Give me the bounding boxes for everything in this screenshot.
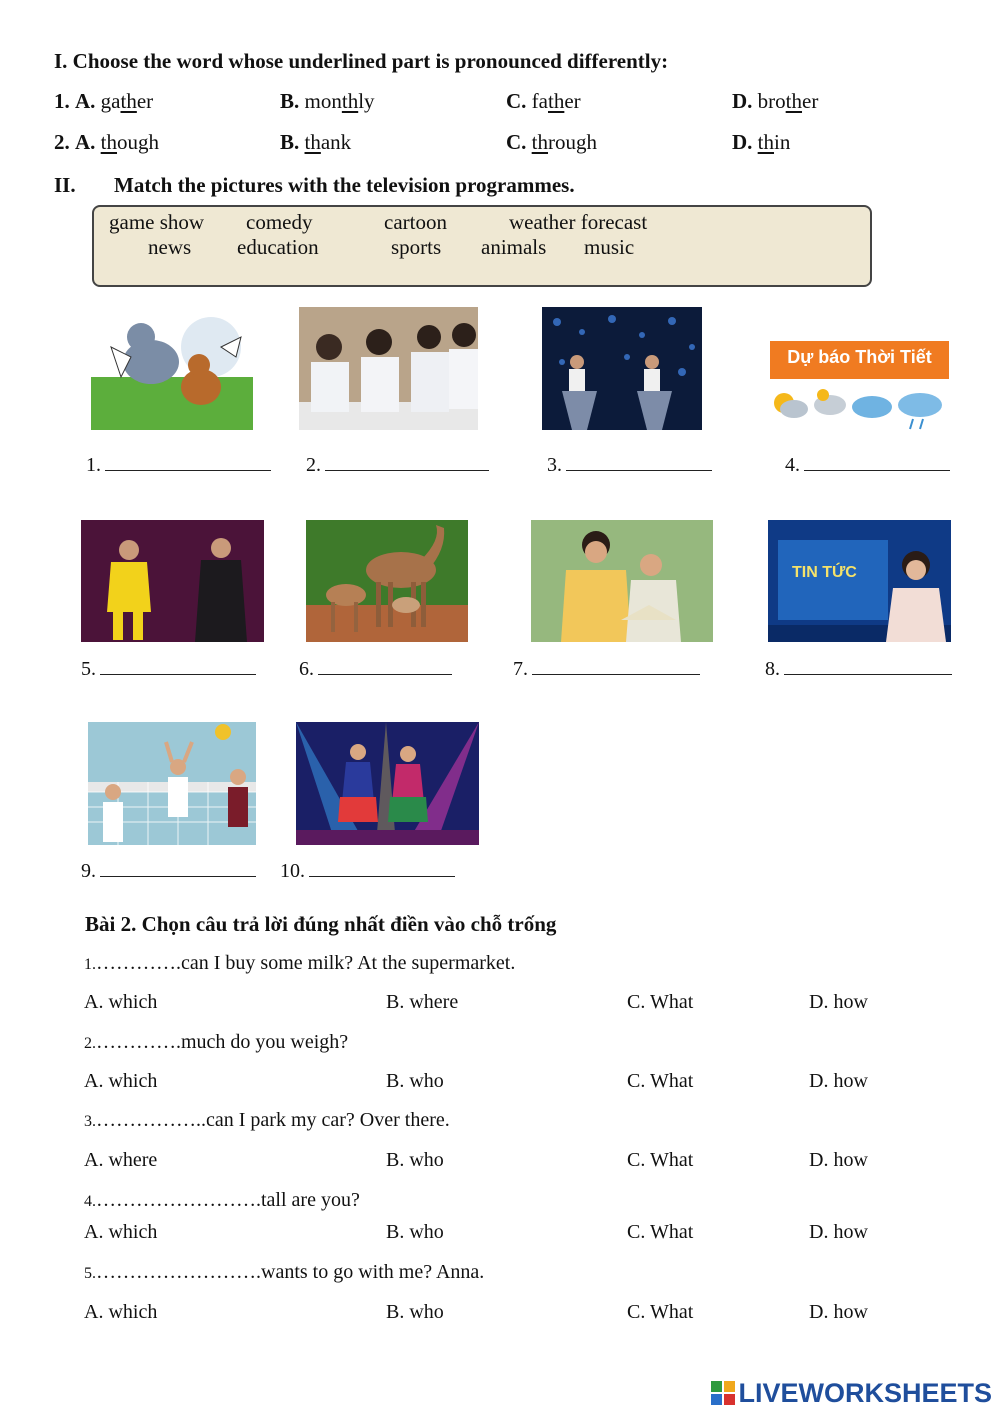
word-weather-forecast: weather forecast [509, 210, 648, 234]
q1-number: 1. [54, 89, 70, 113]
section2-title: Match the pictures with the television programmes. [114, 173, 575, 197]
answer-blank[interactable]: ……………………. [96, 1189, 261, 1211]
liveworksheets-logo [711, 1378, 992, 1408]
blank-number: 5. [81, 658, 96, 680]
question-text: can I buy some milk? At the supermarket. [181, 952, 516, 974]
blank-number: 7. [513, 658, 528, 680]
q1-option-b [280, 89, 375, 114]
game-show-picture [542, 307, 702, 430]
option-letter: C. [506, 89, 527, 113]
blank-7[interactable] [513, 656, 700, 681]
blank-number: 10. [280, 860, 305, 882]
question-number: 2. [84, 1035, 96, 1052]
answer-blank[interactable]: …………….. [96, 1109, 206, 1131]
weather-icons [768, 383, 950, 433]
question-number: 1. [84, 956, 96, 973]
option-word: monthly [304, 89, 375, 113]
option-letter: B. [280, 130, 300, 154]
word-education: education [237, 235, 319, 259]
bai2-q5-option-b[interactable]: B. who [386, 1301, 444, 1323]
bai2-question-5 [84, 1261, 484, 1284]
section2-number: II. [54, 173, 76, 197]
bai2-q4-option-b[interactable]: B. who [386, 1221, 444, 1243]
news-banner-text: TIN TỨC [792, 564, 857, 581]
bai2-q2-option-b[interactable]: B. who [386, 1070, 444, 1092]
option-letter: A. [75, 130, 96, 154]
option-word: brother [757, 89, 819, 113]
blank-6[interactable] [299, 656, 452, 681]
comedy-picture [81, 520, 264, 642]
blank-4[interactable] [785, 452, 950, 477]
cartoon-picture [91, 307, 253, 430]
animals-picture [306, 520, 468, 642]
bai2-q2-option-c[interactable]: C. What [627, 1070, 694, 1092]
blank-number: 9. [81, 860, 96, 882]
bai2-q4-option-a[interactable]: A. which [84, 1221, 158, 1243]
answer-blank[interactable]: ……………………. [96, 1261, 261, 1283]
answer-blank[interactable]: …………. [96, 1031, 181, 1053]
bai2-q4-option-c[interactable]: C. What [627, 1221, 694, 1243]
drama-picture [531, 520, 713, 642]
bai2-q1-option-c[interactable]: C. What [627, 991, 694, 1013]
bai2-question-2 [84, 1031, 348, 1054]
question-number: 3. [84, 1113, 96, 1130]
word-cartoon: cartoon [384, 210, 447, 234]
word-sports: sports [391, 235, 442, 259]
option-letter: B. [280, 89, 300, 113]
bai2-q5-option-d[interactable]: D. how [809, 1301, 868, 1323]
bai2-q2-option-a[interactable]: A. which [84, 1070, 158, 1092]
option-word: father [531, 89, 581, 113]
question-text: wants to go with me? Anna. [261, 1261, 485, 1283]
bai2-q3-option-c[interactable]: C. What [627, 1149, 694, 1171]
bai2-q3-option-b[interactable]: B. who [386, 1149, 444, 1171]
option-letter: D. [732, 89, 753, 113]
question-text: much do you weigh? [181, 1031, 349, 1053]
question-number: 4. [84, 1193, 96, 1210]
blank-3[interactable] [547, 452, 712, 477]
bai2-question-3 [84, 1109, 450, 1132]
blank-2[interactable] [306, 452, 489, 477]
bai2-question-1 [84, 952, 515, 975]
logo-text: LIVEWORKSHEETS [738, 1377, 992, 1408]
news-picture [768, 520, 951, 642]
education-picture [299, 307, 478, 430]
liveworksheets-icon [711, 1381, 735, 1405]
q1-option-a [54, 89, 153, 114]
q1-option-d [732, 89, 818, 114]
answer-blank[interactable]: …………. [96, 952, 181, 974]
bai2-title: Bài 2. Chọn câu trả lời đúng nhất điền vào chỗ trống [85, 912, 557, 936]
word-music: music [584, 235, 635, 259]
word-comedy: comedy [246, 210, 313, 234]
word-game-show: game show [109, 210, 205, 234]
blank-5[interactable] [81, 656, 256, 681]
blank-number: 3. [547, 454, 562, 476]
bai2-q5-option-a[interactable]: A. which [84, 1301, 158, 1323]
blank-number: 1. [86, 454, 101, 476]
option-word: though [100, 130, 160, 154]
blank-number: 8. [765, 658, 780, 680]
option-word: thank [304, 130, 352, 154]
bai2-q3-option-d[interactable]: D. how [809, 1149, 868, 1171]
music-picture [296, 722, 479, 845]
blank-number: 2. [306, 454, 321, 476]
word-bank [92, 205, 872, 287]
word-news: news [148, 235, 192, 259]
question-number: 5. [84, 1265, 96, 1282]
bai2-question-4 [84, 1189, 360, 1212]
q2-option-d [732, 130, 790, 155]
sports-picture [88, 722, 256, 845]
q1-option-c [506, 89, 581, 114]
blank-8[interactable] [765, 656, 952, 681]
q2-option-b [280, 130, 351, 155]
word-animals: animals [481, 235, 547, 259]
blank-number: 6. [299, 658, 314, 680]
blank-1[interactable] [86, 452, 271, 477]
option-letter: A. [75, 89, 96, 113]
q2-option-a [54, 130, 159, 155]
option-word: gather [100, 89, 154, 113]
blank-9[interactable] [81, 858, 256, 883]
bai2-q1-option-b[interactable]: B. where [386, 991, 459, 1013]
weather-banner-text: Dự báo Thời Tiết [787, 347, 932, 367]
option-letter: D. [732, 130, 753, 154]
option-letter: C. [506, 130, 527, 154]
bai2-q1-option-d[interactable]: D. how [809, 991, 868, 1013]
question-text: tall are you? [261, 1189, 360, 1211]
section1-title: I. Choose the word whose underlined part is pronounced differently: [54, 49, 669, 73]
option-word: through [531, 130, 598, 154]
bai2-q3-option-a[interactable]: A. where [84, 1149, 158, 1171]
weather-forecast-picture [768, 338, 950, 433]
q2-number: 2. [54, 130, 70, 154]
blank-10[interactable] [280, 858, 455, 883]
q2-option-c [506, 130, 597, 155]
option-word: thin [757, 130, 791, 154]
bai2-q2-option-d[interactable]: D. how [809, 1070, 868, 1092]
blank-number: 4. [785, 454, 800, 476]
bai2-q4-option-d[interactable]: D. how [809, 1221, 868, 1243]
bai2-q5-option-c[interactable]: C. What [627, 1301, 694, 1323]
question-text: can I park my car? Over there. [206, 1109, 450, 1131]
bai2-q1-option-a[interactable]: A. which [84, 991, 158, 1013]
